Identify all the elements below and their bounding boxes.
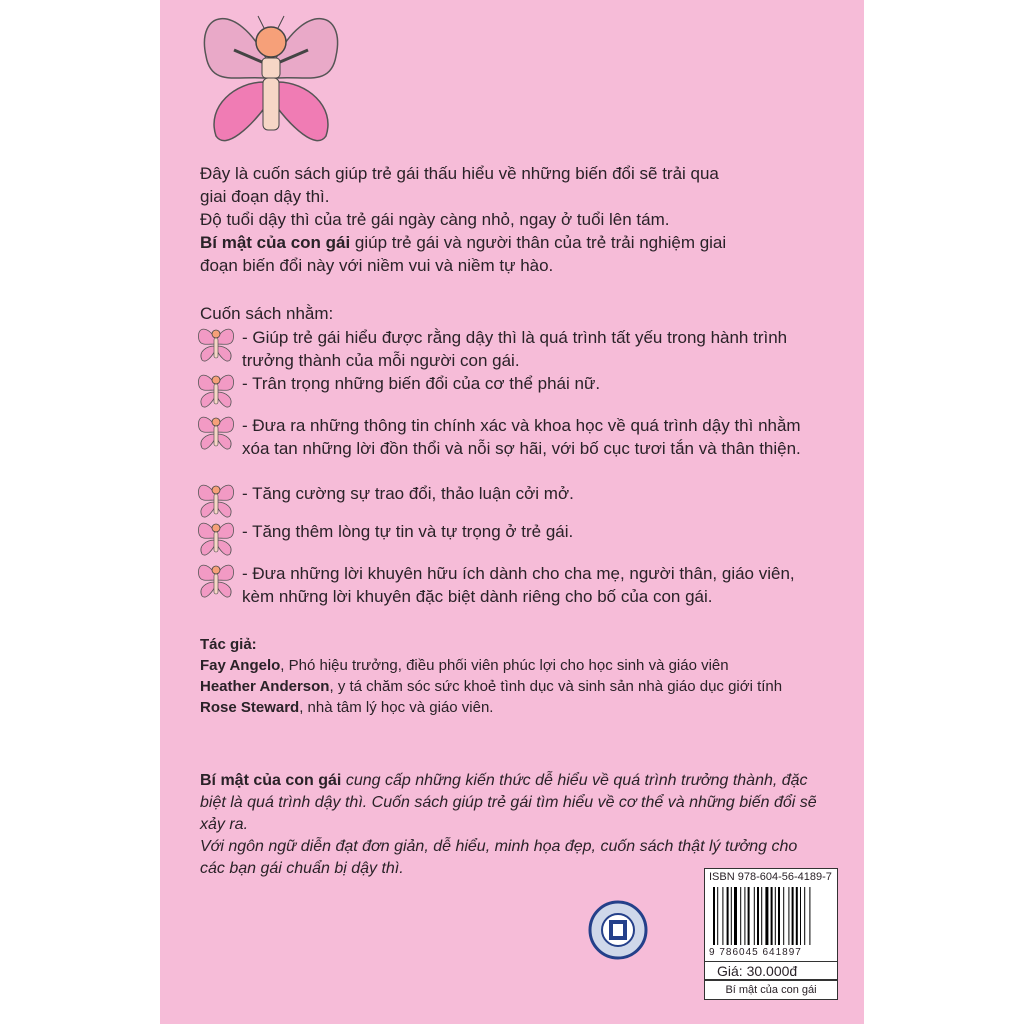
author-name: Rose Steward <box>200 699 300 716</box>
butterfly-bullet-icon <box>196 324 236 364</box>
intro-line: Đây là cuốn sách giúp trẻ gái thấu hiểu về những biến đổi sẽ trải qua <box>200 164 719 183</box>
butterfly-bullet-icon <box>196 480 236 520</box>
isbn-text: ISBN 978-604-56-4189-7 <box>709 871 832 883</box>
author-desc: , y tá chăm sóc sức khoẻ tình dục và sinh sản nhà giáo dục giới tính <box>329 678 783 695</box>
intro-line <box>200 231 800 254</box>
barcode-number: 9 786045 641897 <box>709 947 802 958</box>
summary-paragraph <box>200 770 820 880</box>
aims-title: Cuốn sách nhằm: <box>200 304 334 323</box>
butterfly-bullet-icon <box>196 560 236 600</box>
butterfly-bullet-icon <box>196 412 236 452</box>
intro-line-rest: giúp trẻ gái và người thân của trẻ trải nghiệm giai <box>350 233 727 252</box>
intro-line: Độ tuổi dậy thì của trẻ gái ngày càng nhỏ, ngay ở tuổi lên tám. <box>200 210 670 229</box>
aim-text: - Tăng cường sự trao đổi, thảo luận cởi mở. <box>242 484 574 503</box>
author-name: Fay Angelo <box>200 657 281 674</box>
barcode-icon <box>711 887 831 947</box>
aim-text: - Giúp trẻ gái hiểu được rằng dậy thì là quá trình tất yếu trong hành trình trưởng thành của mỗi người con gái. <box>242 328 788 370</box>
book-title-tag: Bí mật của con gái <box>704 980 838 1000</box>
authors-block <box>200 634 840 718</box>
butterfly-bullet-icon <box>196 518 236 558</box>
book-title-bold: Bí mật của con gái <box>200 233 351 252</box>
publisher-seal-icon <box>588 900 648 960</box>
butterfly-girl-icon <box>196 6 346 156</box>
aim-text: - Trân trọng những biến đổi của cơ thể phái nữ. <box>242 374 601 393</box>
authors-label: Tác giả: <box>200 636 257 653</box>
author-desc: , Phó hiệu trưởng, điều phối viên phúc lợi cho học sinh và giáo viên <box>280 657 729 674</box>
intro-line: giai đoạn dậy thì. <box>200 187 330 206</box>
summary-text: cung cấp những kiến thức dễ hiểu về quá trình trưởng thành, đặc biệt là quá trình dậy thì. Cuốn sách giúp trẻ gái tìm hiểu về cơ thể và những biến đổi sẽ xảy ra. <box>200 772 817 833</box>
author-desc: , nhà tâm lý học và giáo viên. <box>299 699 494 716</box>
summary-text: Với ngôn ngữ diễn đạt đơn giản, dễ hiểu, minh họa đẹp, cuốn sách thật lý tưởng cho các bạn gái chuẩn bị dậy thì. <box>200 838 798 877</box>
author-name: Heather Anderson <box>200 678 330 695</box>
book-title-bold: Bí mật của con gái <box>200 772 342 789</box>
aim-text: - Đưa ra những thông tin chính xác và khoa học về quá trình dậy thì nhằm xóa tan những lời đồn thổi và nỗi sợ hãi, với bố cục tươi tắn và thân thiện. <box>242 416 801 458</box>
isbn-box <box>704 868 838 980</box>
aim-text: - Tăng thêm lòng tự tin và tự trọng ở trẻ gái. <box>242 522 574 541</box>
intro-paragraph <box>200 162 800 277</box>
butterfly-bullet-icon <box>196 370 236 410</box>
aim-text: - Đưa những lời khuyên hữu ích dành cho cha mẹ, người thân, giáo viên, kèm những lời khuyên đặc biệt dành riêng cho bố của con gái. <box>242 564 795 606</box>
price-label: Giá: 30.000đ <box>705 961 837 980</box>
intro-line: đoạn biến đổi này với niềm vui và niềm tự hào. <box>200 256 554 275</box>
